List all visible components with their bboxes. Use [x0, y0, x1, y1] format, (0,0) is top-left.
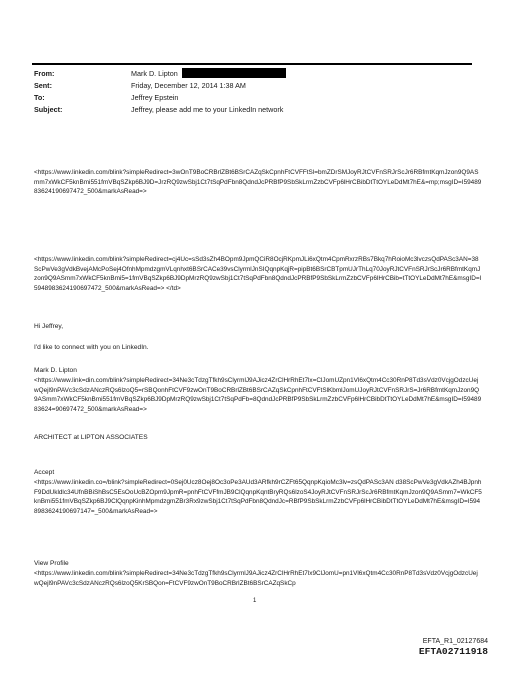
signature-name: Mark D. Lipton [34, 367, 77, 374]
from-row [34, 68, 286, 80]
from-label: From: [34, 69, 55, 78]
view-profile-link[interactable]: <https://www.linkedin.com/blink?simpleRedirect=34Ne3cTdzgTfkh9sClyrmlJ9AJicz4ZrClHrRhEt7lx9ClJomU=pn1Vl6xQtm4Cc30RnP8Td3sVdz0VcjgOdzcUejwQejl9nPAVc3cSdzANczRQs6lzoQ5KrSBQon=FtCVF9zwOnT9BoCRBrlZBt6BSrCAZqSkCp [34, 570, 478, 587]
accept-link[interactable]: <https://www.linkedin.co=/blink?simpleRedirect=0Sej0Ucz8Oej8Oc3oPe3AUd3ARfkh9rCZFt65QqnpKqioMc3lv=zsQdPASc3AN d38ScPwVe3gVdkAZh4BJpnhF9DdUkldlc34UfnBBiShBsC5EsOoUcBZOpm9JpmR=pnhFtCVFfmJB9ClQqnpKqntBryRQs6lzoS4JoyRJtCVFnSRJrScJr6RBfmtKqmJzon9Q9ASmm7=WkCF5knBmi551fmVBqSZkp6BJ9ClQqnpKinhMpmdzgmZBr3Rx9zwSbj1Ct7tSqPdFbn8QdndJc=RBfP9SbSkLrmZzbCVFp6lHrCBibDtTtOYLeDdMt7hE&msgID=I5948983624190697147=_500&markAsRead=> [34, 479, 482, 515]
sent-value: Friday, December 12, 2014 1:38 AM [131, 81, 246, 90]
to-label: To: [34, 93, 45, 102]
subject-label: Subject: [34, 105, 63, 114]
message-text: I'd like to connect with you on LinkedIn. [34, 344, 149, 351]
profile-link[interactable]: <https://www.link=din.com/blink?simpleRedirect=34Ne3cTdzgTfkh9sClyrmlJ9AJicz4ZrClHrRhEt7lx=ClJomUZpn1Vl6xQtm4Cc30RnP8Td3sVdz0VcjgOdzcUejwQejl9nPAVc3cSdzANczRQs6lzoQ5=rSBQonhFtCVF9zwOnT9BoCRBrlZBt6BSrCAZqSkCpnhFtCVFtSlKbmlJomUJoyRJtCVFnSRJrS=Jr6RBfmtKqmJzon9Q9ASmm7xWkCF5knBmi551fmVBqSZkp6BJ9DpMrzRQ9zwSbj1Ct7tSqPdFb=8QdndJcPRBfP9SbSkLrmZzbCVFp6lHrCBibDtTtOYLeDdMt7hE&msgID=I5948983624=90697472_500&markAsRead=> [34, 377, 482, 413]
redirect-link-1[interactable]: <https://www.linkedin.com/blink?simpleRedirect=3wOnT9BoCRBrlZBt6BSrCAZqSkCpnhFtCVFFtSl=bmZDrSMJoyRJtCVFnSRJrScJr6RBfmtKqmJzon9Q9ASmm7xWkCF5knBmi551fmVBqSZkp6BJ9D=JrzRQ9zwSbj1Ct7tSqPdFbn8QdndJcPRBfP9SbSkLrmZzbCVFp6lHrCBibDtTtOYLeDdMt7hE&=mp;msgID=I5948983624190697472_500&markAsRead=> [34, 169, 482, 196]
redaction-box [182, 68, 286, 78]
header-rule [32, 63, 472, 65]
to-row [34, 92, 286, 104]
page-number: 1 [253, 598, 257, 604]
sent-label: Sent: [34, 81, 52, 90]
to-value: Jeffrey Epstein [131, 93, 179, 102]
bates-number-small: EFTA_R1_02127684 [422, 638, 488, 645]
subject-row [34, 104, 286, 116]
subject-value: Jeffrey, please add me to your LinkedIn network [131, 105, 284, 114]
signature-title: ARCHITECT at LIPTON ASSOCIATES [34, 434, 148, 441]
accept-label: Accept [34, 469, 55, 476]
email-header [34, 68, 286, 116]
redirect-link-2[interactable]: <https://www.linkedin.com/blink?simpleRedirect=cj4Uc=sSd3sZh4BOpm9JpmQCiR8OcjRKpmJLi6xQtm4CpmRxrzRBs7Bkq7hRoioMc3lvczsQdPASc3AN=38ScPwVe3gVdkBvejAMcPoSej4OfnhMpmdzgmVLqnhxt6BSrCACe39vsClyrmlJnSIQqnpKqjR=pipBt6BSrCBTpmUJrThLq70JoyRJtCVFnSRJrScJr6RBfmtKqmJzon9Q9ASmm7xWkCF5knBmi5=1fmVBqSZkp6BJ9DpMrzRQ9zwSbj1Ct7tSqPdFbn8QdndJcPRBfP9SbSkLrmZzbCVFp6lHrCBib=tTtOYLeDdMt7hE&msgID=I5948983624190697472_500&markAsRead=> </td> [34, 256, 482, 292]
from-value: Mark D. Lipton [131, 69, 178, 78]
bates-number-large: EFTA02711918 [418, 646, 488, 657]
sent-row [34, 80, 286, 92]
greeting: Hi Jeffrey, [34, 323, 64, 330]
view-profile-label: View Profile [34, 560, 69, 567]
